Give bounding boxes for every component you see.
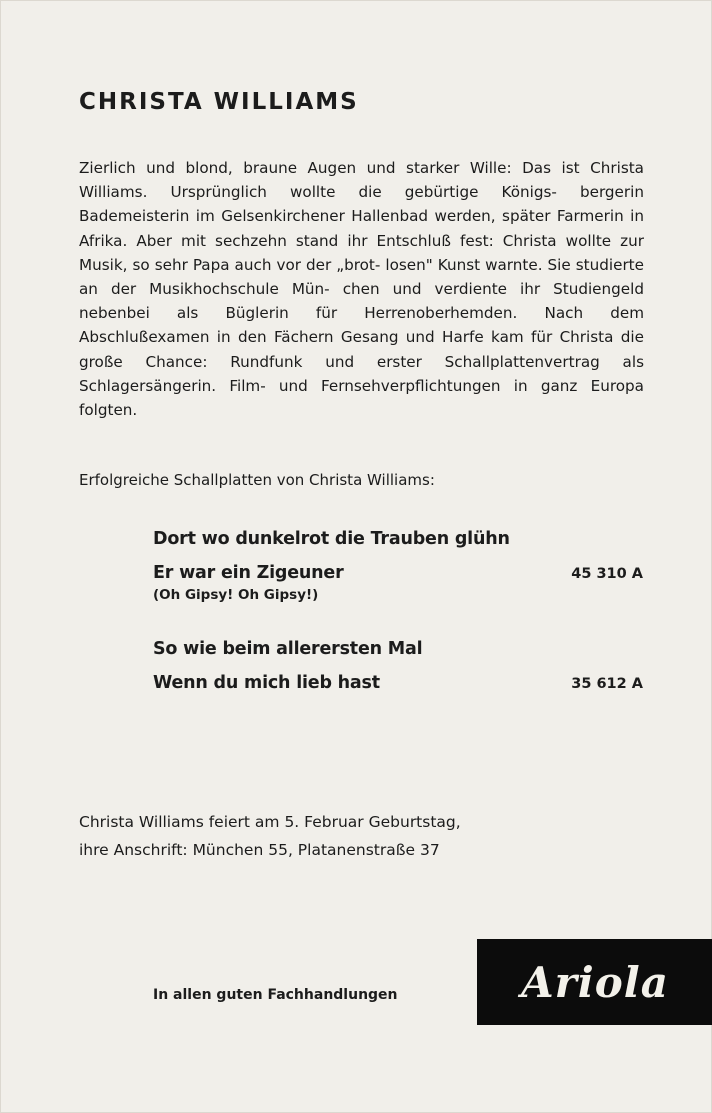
record-catalog-number: 45 310 A [571,566,643,582]
bio-line: Fernsehverpflichtungen in ganz Europa folgten. [79,376,644,420]
record-song-a: Dort wo dunkelrot die Trauben glühn [153,529,510,549]
ariola-logo [477,939,712,1025]
artist-name-heading: CHRISTA WILLIAMS [79,89,359,115]
records-intro: Erfolgreiche Schallplatten von Christa Williams: [79,471,435,489]
bio-line: fest: Christa wollte zur Musik, so sehr Papa auch vor der „brot- [79,231,644,274]
record-song-a: So wie beim allerersten Mal [153,639,423,659]
bio-line: Christa Williams. Ursprünglich wollte die gebürtige Königs- [79,159,644,202]
bio-line: bergerin Bademeisterin im Gelsenkirchener Hallenbad werden, [79,183,644,226]
record-song-b: Er war ein Zigeuner [153,563,344,583]
address-line: ihre Anschrift: München 55, Platanenstraße 37 [79,841,440,859]
retail-slogan: In allen guten Fachhandlungen [153,987,398,1003]
birthday-line: Christa Williams feiert am 5. Februar Geburtstag, [79,813,461,831]
record-song-b: Wenn du mich lieb hast [153,673,380,693]
birthday-address [79,808,461,864]
bio-line: losen" Kunst warnte. Sie studierte an der Musikhochschule Mün- [79,255,644,299]
bio-line: und erster Schallplattenvertrag als Schlagersängerin. Film- und [79,352,644,395]
bio-line: Zierlich und blond, braune Augen und starker Wille: Das ist [79,159,591,177]
record-note: (Oh Gipsy! Oh Gipsy!) [153,587,319,603]
bio-line: Gesang und Harfe kam für Christa die große Chance: Rundfunk [79,328,644,371]
bio-line: Herrenoberhemden. Nach dem Abschlußexamen in den Fächern [79,304,645,347]
bio-line: chen und verdiente ihr Studiengeld nebenbei als Büglerin für [79,280,644,323]
record-entry [153,529,643,603]
logo-wordmark: Ariola [521,957,669,1007]
record-entry [153,639,643,693]
biography-text [79,156,644,422]
bio-line: später Farmerin in Afrika. Aber mit sechzehn stand ihr Entschluß [79,207,644,250]
record-catalog-number: 35 612 A [571,676,643,692]
